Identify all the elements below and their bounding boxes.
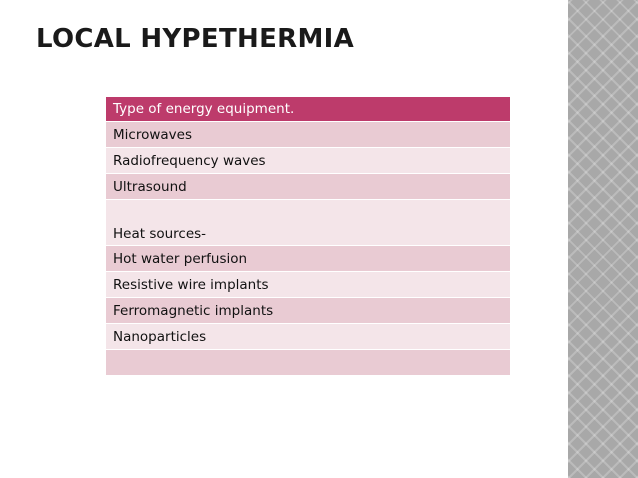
table-cell: Ultrasound — [106, 174, 510, 200]
table-row — [106, 122, 510, 148]
table-row — [106, 246, 510, 272]
table-row — [106, 148, 510, 174]
table-row — [106, 298, 510, 324]
table-cell — [106, 350, 510, 376]
decorative-side-panel — [568, 0, 638, 478]
table-cell: Radiofrequency waves — [106, 148, 510, 174]
table-header-row — [106, 97, 510, 122]
table-row — [106, 200, 510, 246]
table-row — [106, 272, 510, 298]
table-cell: Hot water perfusion — [106, 246, 510, 272]
table-cell: Ferromagnetic implants — [106, 298, 510, 324]
energy-equipment-table — [106, 97, 510, 376]
table-header-cell: Type of energy equipment. — [106, 97, 510, 122]
table-row — [106, 324, 510, 350]
table-cell: Nanoparticles — [106, 324, 510, 350]
table-row — [106, 350, 510, 376]
table-cell: Heat sources- — [106, 200, 510, 246]
slide-title: LOCAL HYPETHERMIA — [36, 24, 355, 54]
table-row — [106, 174, 510, 200]
table-cell: Microwaves — [106, 122, 510, 148]
table-cell: Resistive wire implants — [106, 272, 510, 298]
